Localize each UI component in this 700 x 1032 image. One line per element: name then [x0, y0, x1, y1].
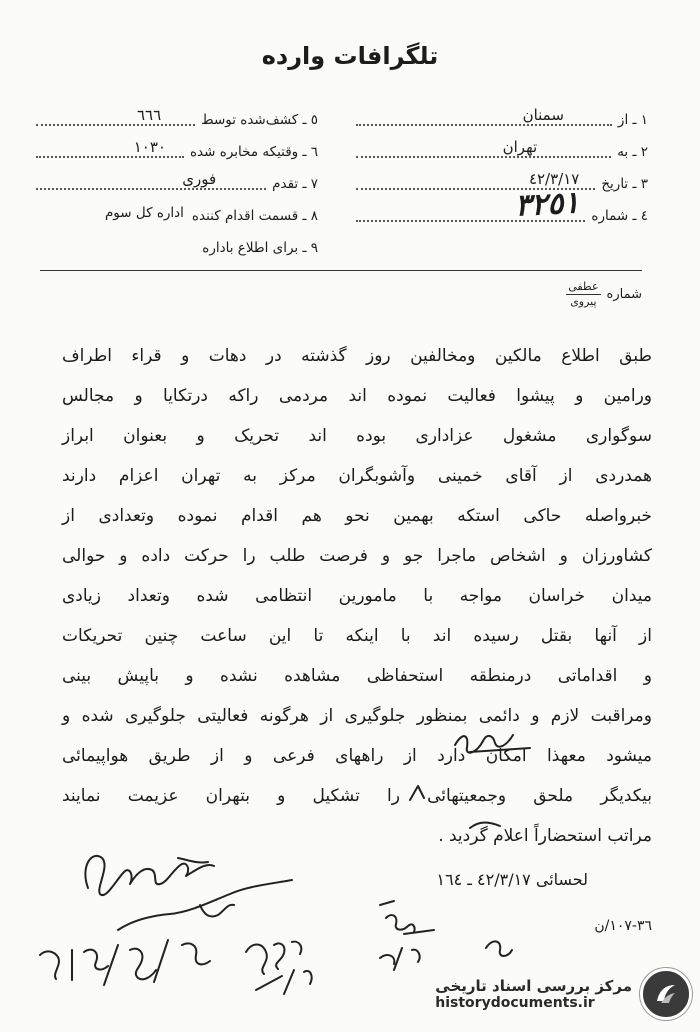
handwritten-date: [40, 940, 210, 985]
field-number: [356, 185, 648, 228]
body-line: ورامین و پیشوا فعالیت نموده اند مردمی راکه درتکایا و مجالس: [62, 386, 652, 406]
dotted-leader: [36, 102, 195, 126]
header-divider: [40, 270, 642, 271]
field-label: ٤ ـ شماره: [591, 208, 648, 224]
header-fields-left: [36, 100, 318, 260]
body-line: کشاورزان و اشخاص ماجرا جو و فرصت طلب را حرکت داده و حوالی: [62, 546, 652, 566]
field-value: ٦٦٦: [136, 106, 162, 124]
field-label: ٧ ـ تقدم: [272, 176, 318, 192]
watermark-name: مرکز بررسی اسناد تاریخی: [435, 977, 632, 995]
field-action-department: [36, 196, 318, 228]
field-transmitted-time: [36, 132, 318, 164]
field-to: [356, 132, 648, 164]
field-decoded-by: [36, 100, 318, 132]
handwritten-mark: [486, 941, 512, 956]
dotted-leader: [356, 185, 585, 224]
body-line: ومراقبت لازم و دائمی بمنظور جلوگیری از هرگونه فعالیتی جلوگیری شده و: [62, 706, 652, 726]
telegram-body: [62, 336, 652, 856]
field-value: ٤٢/٣/١٧: [528, 170, 580, 188]
field-label: ١ ـ از: [617, 112, 648, 128]
body-line: مراتب استحضاراً اعلام گردید .: [438, 826, 652, 846]
dotted-leader: [36, 134, 184, 158]
body-line: سوگواری مشغول عزاداری بوده اند تحریک و بعنوان ابراز: [62, 426, 652, 446]
handwritten-signature: [118, 880, 292, 930]
handwritten-initials: [380, 915, 434, 970]
field-value: ١٠٣٠: [133, 138, 166, 156]
reference-label: شماره: [606, 287, 642, 302]
dotted-leader: [36, 166, 266, 190]
field-label: ٦ ـ وقتیکه مخابره شده: [189, 144, 318, 160]
field-label: ٨ ـ قسمت اقدام کننده: [191, 208, 318, 224]
field-value: سمنان: [522, 106, 564, 124]
dotted-leader: [36, 232, 196, 254]
reference-options: [566, 280, 600, 309]
archive-logo-icon: [640, 968, 692, 1020]
document-title: تلگرافات وارده: [261, 42, 439, 70]
field-value: تهران: [502, 138, 538, 156]
field-value: فوری: [182, 170, 217, 188]
watermark-site: historydocuments.ir: [435, 995, 595, 1011]
field-label: ٩ ـ برای اطلاع باداره: [202, 240, 318, 256]
field-priority: [36, 164, 318, 196]
dotted-leader: [356, 102, 612, 126]
body-line: همدردی از آقای خمینی وآشوبگران مرکز به تهران اعزام دارند: [62, 466, 652, 486]
body-line: از آنها بقتل رسیده اند با اینکه تا این ساعت چنین تحریکات: [62, 626, 652, 646]
body-line: طبق اطلاع مالکین ومخالفین روز گذشته در دهات و قراء اطراف: [62, 346, 652, 366]
field-value: اداره کل سوم: [104, 205, 184, 221]
field-label: ٥ ـ کشف‌شده توسط: [201, 112, 318, 128]
archive-watermark: [435, 968, 692, 1020]
handwritten-number: ٣٢٥١: [514, 185, 581, 224]
reference-option-bottom: پیروی: [570, 295, 597, 308]
field-date: [356, 164, 648, 196]
field-from: [356, 100, 648, 132]
footer-reference-code: ٣٦-١٠٧/ن: [594, 918, 652, 934]
body-line: و اقداماتی درمنطقه استحفاظی مشاهده نشده و باپیش بینی: [62, 666, 652, 686]
body-line: خبرواصله حاکی استکه بهمین نحو هم اقدام نموده وتعدادی از: [62, 506, 652, 526]
field-label: ٢ ـ به: [617, 144, 648, 160]
field-label: ٣ ـ تاریخ: [601, 176, 648, 192]
watermark-text: [435, 977, 632, 1011]
body-line: بیکدیگر ملحق وجمعیتهائی را تشکیل و بتهران عزیمت نمایند: [62, 786, 652, 806]
body-line: میدان خراسان مواجه با مامورین انتظامی شده وتعداد زیادی: [62, 586, 652, 606]
handwritten-date: [246, 942, 312, 994]
footer-serial-date: لحسائی ٤٢/٣/١٧ ـ ١٦٤: [436, 870, 588, 889]
body-line: میشود معهذا امکان دارد از راههای فرعی و از طریق هواپیمائی: [62, 746, 652, 766]
header-fields-right: [356, 100, 648, 228]
handwritten-signature: [85, 856, 214, 895]
field-for-information: [36, 228, 318, 260]
reference-option-top: عطفی: [568, 280, 599, 293]
dotted-leader: [356, 134, 611, 158]
reference-number: [566, 280, 642, 309]
dotted-leader: [36, 200, 186, 222]
